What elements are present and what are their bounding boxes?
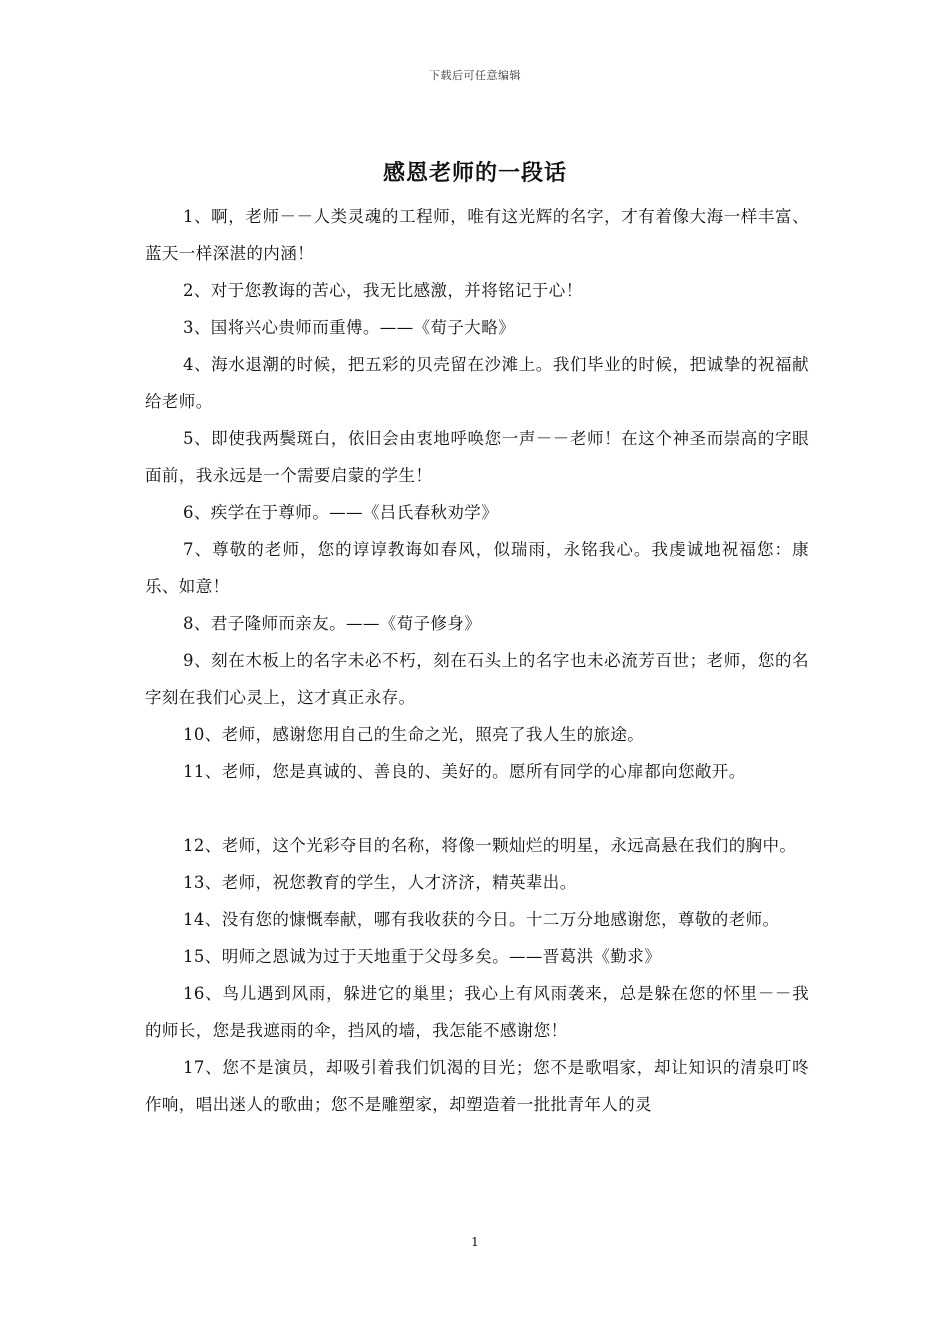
paragraph-5: 5、即使我两鬓斑白，依旧会由衷地呼唤您一声－－老师！在这个神圣而崇高的字眼面前，我永远是一个需要启蒙的学生！ (145, 429, 809, 485)
paragraph-14: 14、没有您的慷慨奉献，哪有我收获的今日。十二万分地感谢您，尊敬的老师。 (183, 910, 780, 929)
paragraph-10: 10、老师，感谢您用自己的生命之光，照亮了我人生的旅途。 (183, 725, 645, 744)
document-title: 感恩老师的一段话 (382, 160, 567, 186)
paragraph-15: 15、明师之恩诚为过于天地重于父母多矣。——晋葛洪《勤求》 (183, 947, 662, 966)
paragraph-12: 12、老师，这个光彩夺目的名称，将像一颗灿烂的明星，永远高悬在我们的胸中。 (183, 836, 797, 855)
paragraph-8: 8、君子隆师而亲友。——《荀子修身》 (183, 614, 482, 633)
paragraph-11: 11、老师，您是真诚的、善良的、美好的。愿所有同学的心扉都向您敞开。 (183, 762, 746, 781)
paragraph-3: 3、国将兴心贵师而重傅。——《荀子大略》 (183, 318, 515, 337)
paragraph-16: 16、鸟儿遇到风雨，躲进它的巢里；我心上有风雨袭来，总是躲在您的怀里－－我的师长，您是我遮雨的伞，挡风的墙，我怎能不感谢您！ (145, 984, 809, 1040)
paragraph-4: 4、海水退潮的时候，把五彩的贝壳留在沙滩上。我们毕业的时候，把诚挚的祝福献给老师。 (145, 355, 809, 411)
paragraph-2: 2、对于您教诲的苦心，我无比感激，并将铭记于心！ (183, 281, 583, 300)
paragraph-13: 13、老师，祝您教育的学生，人才济济，精英辈出。 (183, 873, 577, 892)
paragraph-9: 9、刻在木板上的名字未必不朽，刻在石头上的名字也未必流芳百世；老师，您的名字刻在我们心灵上，这才真正永存。 (145, 651, 809, 707)
paragraph-1: 1、啊，老师－－人类灵魂的工程师，唯有这光辉的名字，才有着像大海一样丰富、蓝天一样深湛的内涵！ (145, 207, 809, 263)
page-number: 1 (471, 1235, 479, 1249)
paragraph-17: 17、您不是演员，却吸引着我们饥渴的目光；您不是歌唱家，却让知识的清泉叮咚作响，唱出迷人的歌曲；您不是雕塑家，却塑造着一批批青年人的灵 (145, 1058, 809, 1114)
header-note: 下载后可任意编辑 (429, 69, 521, 82)
document-body (145, 198, 809, 1123)
blank-line (145, 790, 809, 827)
paragraph-7: 7、尊敬的老师，您的谆谆教诲如春风，似瑞雨，永铭我心。我虔诚地祝福您：康乐、如意！ (145, 540, 809, 596)
paragraph-6: 6、疾学在于尊师。——《吕氏春秋劝学》 (183, 503, 499, 522)
